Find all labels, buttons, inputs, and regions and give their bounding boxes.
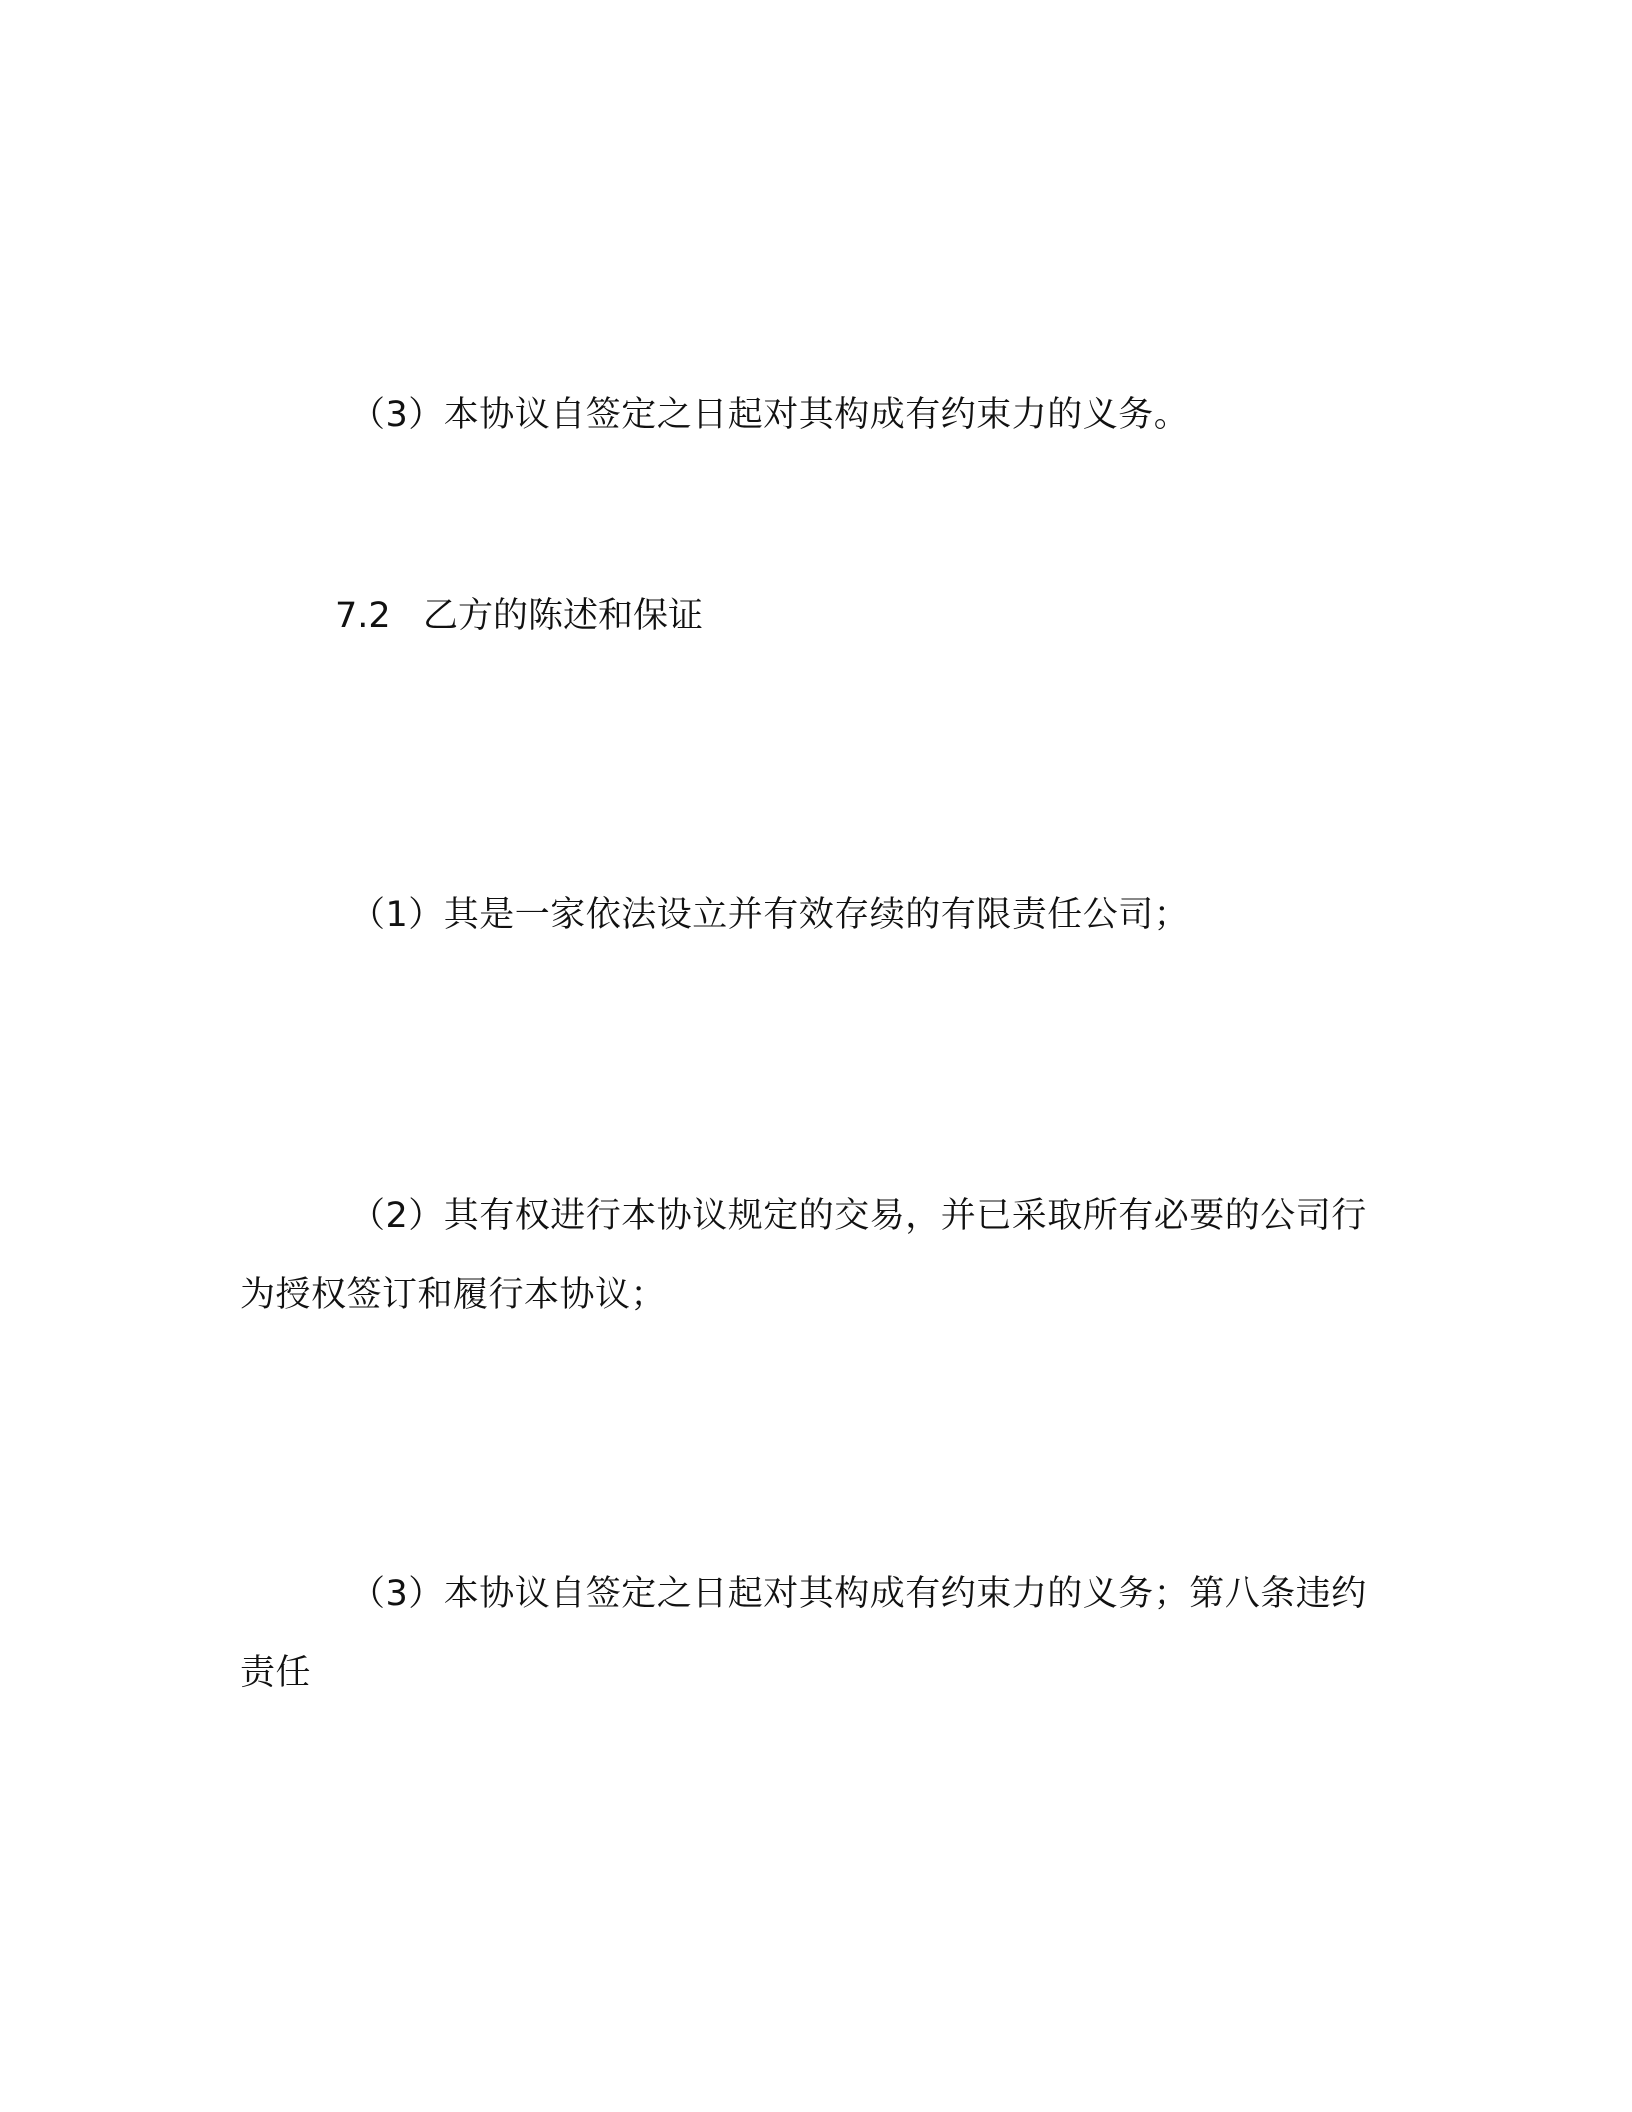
- paragraph-authority: （2）其有权进行本协议规定的交易，并已采取所有必要的公司行为授权签订和履行本协议；: [240, 1196, 1367, 1315]
- paragraph-company-status: （1）其是一家依法设立并有效存续的有限责任公司；: [350, 895, 1190, 935]
- paragraph-party-a-obligation: （3）本协议自签定之日起对其构成有约束力的义务。: [350, 395, 1190, 435]
- section-title: 乙方的陈述和保证: [423, 596, 704, 636]
- section-heading: [335, 577, 703, 656]
- paragraph-binding-obligation: （3）本协议自签定之日起对其构成有约束力的义务；第八条违约责任: [240, 1574, 1367, 1693]
- section-number: 7.2: [335, 596, 391, 636]
